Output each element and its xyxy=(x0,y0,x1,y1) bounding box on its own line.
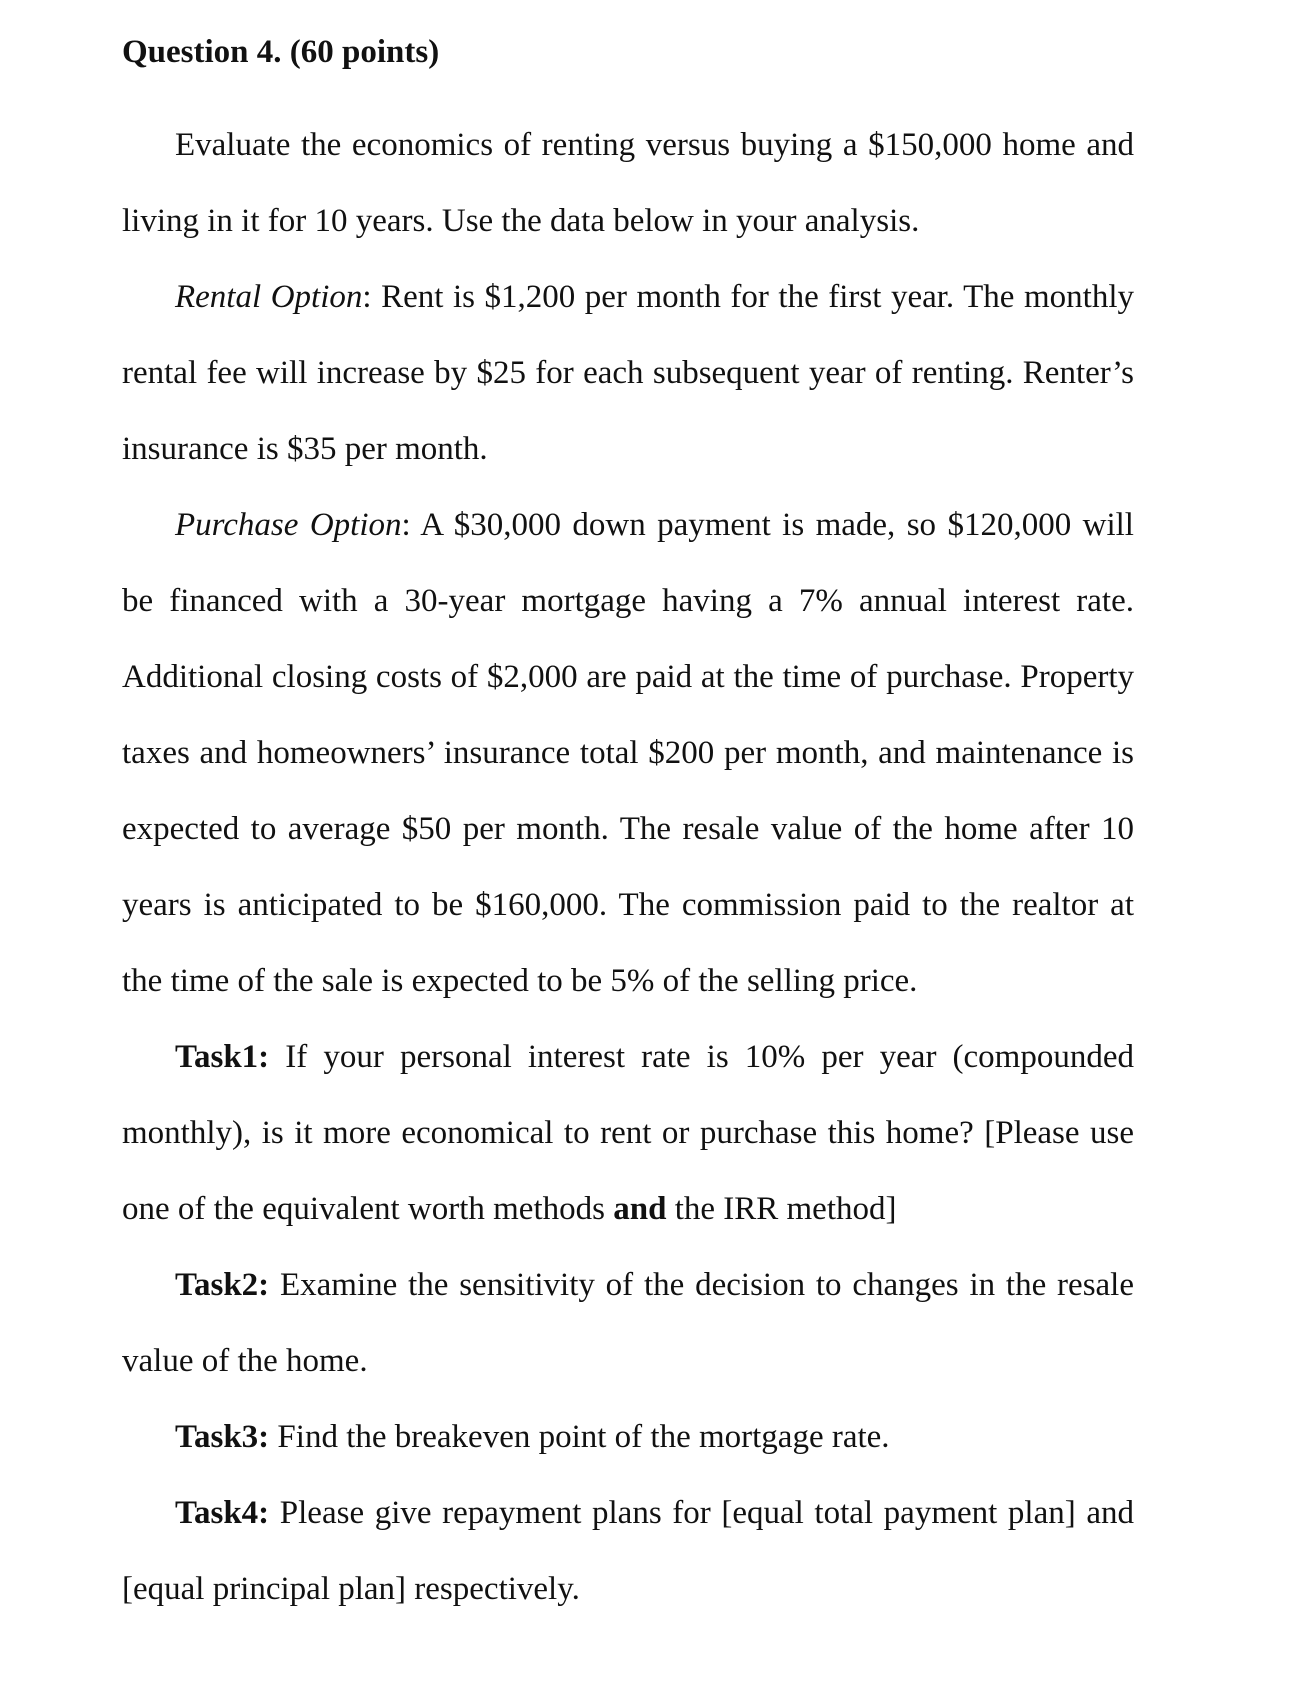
task4-paragraph xyxy=(122,1475,1134,1627)
purchase-option-text: : A $30,000 down payment is made, so $120,000 will be financed with a 30-year mortgage having a 7% annual interest rate. Additional closing costs of $2,000 are paid at the time of purchase. Property taxes and homeowners’ insurance total $200 per month, and maintenance is expected to average $50 per month. The resale value of the home after 10 years is anticipated to be $160,000. The commission paid to the realtor at the time of the sale is expected to be 5% of the selling price. xyxy=(122,507,1134,999)
purchase-option-label: Purchase Option xyxy=(175,507,402,543)
task4-text: Please give repayment plans for [equal total payment plan] and [equal principal plan] respectively. xyxy=(122,1495,1134,1607)
task1-text-before: If your personal interest rate is 10% per year (compounded monthly), is it more economical to rent or purchase this home? [Please use one of the equivalent worth methods xyxy=(122,1039,1134,1227)
task1-text-after: the IRR method] xyxy=(666,1191,897,1227)
task1-emphasis: and xyxy=(613,1191,667,1227)
intro-text: Evaluate the economics of renting versus buying a $150,000 home and living in it for 10 years. Use the data below in your analysis. xyxy=(122,127,1134,239)
task2-paragraph xyxy=(122,1247,1134,1399)
task1-label: Task1: xyxy=(175,1039,270,1075)
task1-paragraph xyxy=(122,1019,1134,1247)
rental-option-text: : Rent is $1,200 per month for the first year. The monthly rental fee will increase by $25 for each subsequent year of renting. Renter’s insurance is $35 per month. xyxy=(122,279,1134,467)
intro-paragraph xyxy=(122,107,1134,259)
task3-paragraph xyxy=(122,1399,1134,1475)
question-title: Question 4. (60 points) xyxy=(122,34,440,70)
task2-label: Task2: xyxy=(175,1267,270,1303)
task2-text: Examine the sensitivity of the decision to changes in the resale value of the home. xyxy=(122,1267,1134,1379)
document-page xyxy=(122,28,1134,1627)
purchase-option-paragraph xyxy=(122,487,1134,1019)
task4-label: Task4: xyxy=(175,1495,270,1531)
task3-text: Find the breakeven point of the mortgage rate. xyxy=(269,1419,890,1455)
rental-option-paragraph xyxy=(122,259,1134,487)
rental-option-label: Rental Option xyxy=(175,279,363,315)
task3-label: Task3: xyxy=(175,1419,270,1455)
